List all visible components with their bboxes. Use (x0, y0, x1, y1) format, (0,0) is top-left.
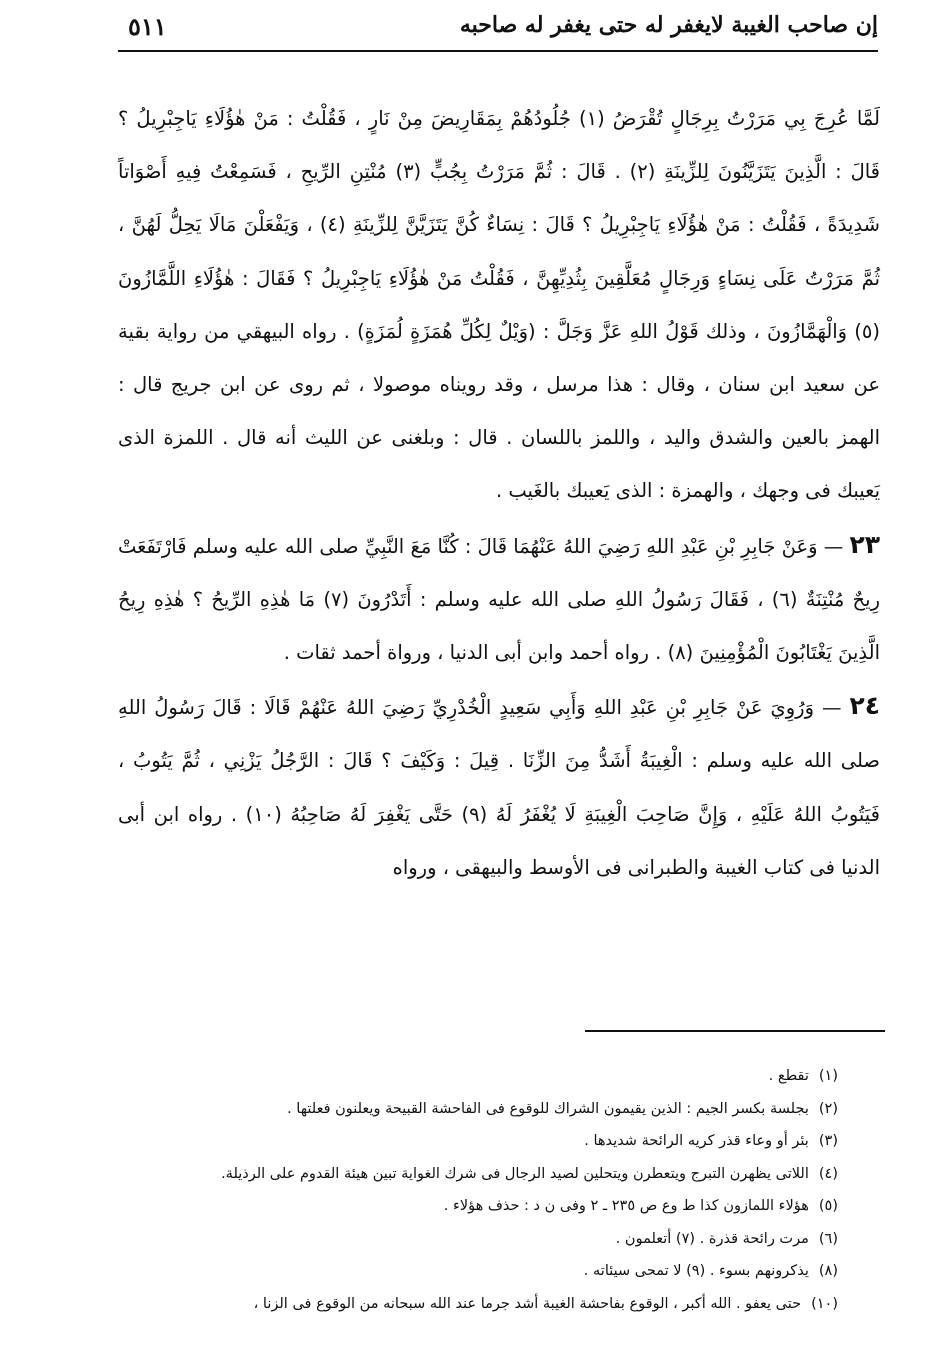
paragraph-hadith-22-continued: لَمَّا عُرِجَ بِي مَرَرْتُ بِرِجَالٍ تُقْرَضُ (١) جُلُودُهُمْ بِمَقَارِيضَ مِنْ نَارٍ ، فَقُلْتُ : مَنْ هٰؤُلَاءِ يَاجِبْرِيلُ ؟ قَالَ : الَّذِينَ يَتَزَيَّنُونَ لِلزِّينَةِ (٢) . قَالَ : ثُمَّ مَرَرْتُ بِجُبٍّ (٣) مُنْتِنِ الرِّيحِ ، فَسَمِعْتُ فِيهِ أَصْوَاتاً شَدِيدَةً ، فَقُلْتُ : مَنْ هٰؤُلَاءِ يَاجِبْرِيلُ ؟ قَالَ : نِسَاءٌ كُنَّ يَتَزَيَّنَّ لِلزِّينَةِ (٤) ، وَيَفْعَلْنَ مَالَا يَحِلُّ لَهُنَّ ، ثُمَّ مَرَرْتُ عَلَى نِسَاءٍ وَرِجَالٍ مُعَلَّقِينَ بِثُدِيِّهِنَّ ، فَقُلْتُ مَنْ هٰؤُلَاءِ يَاجِبْرِيلُ ؟ فَقَالَ : هٰؤُلَاءِ اللَّمَّازُونَ (٥) وَالْهَمَّازُونَ ، وذلك قَوْلُ اللهِ عَزَّ وَجَلَّ : (وَيْلٌ لِكُلِّ هُمَزَةٍ لُمَزَةٍ) . رواه البيهقي من رواية بقية عن سعيد ابن سنان ، وقال : هذا مرسل ، وقد رويناه موصولا ، ثم روى عن ابن جريج قال : الهمز بالعين والشدق واليد ، واللمز باللسان . قال : وبلغنى عن الليث أنه قال . اللمزة الذى يَعيبك فى وجهك ، والهمزة : الذى يَعيبك بالغَيب . (118, 107, 881, 503)
hadith-number-24: ٢٤ (849, 691, 880, 721)
footnote-text: يذكرونهم بسوء . (٩) لا تمحى سيئاته . (583, 1263, 809, 1279)
footnote-number: (٢) (818, 1100, 838, 1117)
footnote-text: بئر أو وعاء قذر كريه الرائحة شديدها . (584, 1133, 809, 1149)
footnote-number: (٥) (818, 1198, 838, 1214)
running-title: إن صاحب الغيبة لايغفر له حتى يغفر له صاحبه (459, 12, 878, 38)
footnote-number: (٤) (818, 1165, 838, 1182)
footnote (118, 1125, 838, 1158)
page-header (118, 10, 878, 52)
footnote (118, 1255, 838, 1288)
footnote-text: مرت رائحة قذرة . (٧) أتعلمون . (615, 1230, 809, 1247)
main-text (118, 92, 880, 894)
footnote-number: (٣) (818, 1133, 838, 1149)
page-number: ٥١١ (128, 12, 167, 41)
footnote-number: (٦) (818, 1230, 838, 1247)
footnote-text: تقطع . (768, 1068, 809, 1084)
footnote (118, 1093, 838, 1126)
footnote-number: (١٠) (811, 1295, 838, 1312)
footnote-number: (٨) (818, 1263, 838, 1279)
footnote-separator (585, 1030, 885, 1032)
hadith-number-23: ٢٣ (849, 529, 880, 559)
paragraph-hadith-24 (118, 679, 880, 894)
footnote (118, 1288, 838, 1321)
footnote (118, 1223, 838, 1256)
footnote-text: اللاتى يظهرن التبرج ويتعطرن ويتحلين لصيد الرجال فى شرك الغواية تبين هيئة القدوم على الرذيلة. (221, 1165, 809, 1182)
footnote-text: هؤلاء اللمازون كذا ط وع ص ٢٣٥ ـ ٢ وفى ن د : حذف هؤلاء . (443, 1198, 809, 1214)
footnote (118, 1060, 838, 1093)
footnotes (118, 1060, 838, 1320)
hadith-24-text: — وَرُوِيَ عَنْ جَابِرِ بْنِ عَبْدِ اللهِ وَأَبِي سَعِيدٍ الْخُدْرِيِّ رَضِيَ اللهُ عَنْهُمْ قَالَا : قَالَ رَسُولُ اللهِ صلى الله عليه وسلم : الْغِيبَةُ أَشَدُّ مِنَ الزِّنَا . قِيلَ : وَكَيْفَ ؟ قَالَ : الرَّجُلُ يَزْنِي ، ثُمَّ يَتُوبُ ، فَيَتُوبُ اللهُ عَلَيْهِ ، وَإِنَّ صَاحِبَ الْغِيبَةِ لَا يُغْفَرُ لَهُ (٩) حَتَّى يَغْفِرَ لَهُ صَاحِبُهُ (١٠) . رواه ابن أبى الدنيا فى كتاب الغيبة والطبرانى فى الأوسط والبيهقى ، ورواه (118, 696, 880, 879)
footnote (118, 1190, 838, 1223)
footnote-number: (١) (818, 1068, 838, 1084)
hadith-23-text: — وَعَنْ جَابِرِ بْنِ عَبْدِ اللهِ رَضِيَ اللهُ عَنْهُمَا قَالَ : كُنَّا مَعَ النَّبِيِّ صلى الله عليه وسلم فَارْتَفَعَتْ رِيحٌ مُنْتِنَةٌ (٦) ، فَقَالَ رَسُولُ اللهِ صلى الله عليه وسلم : أَتَدْرُونَ (٧) مَا هٰذِهِ الرِّيحُ ؟ هٰذِهِ رِيحُ الَّذِينَ يَغْتَابُونَ الْمُؤْمِنِينَ (٨) . رواه أحمد وابن أبى الدنيا ، ورواة أحمد ثقات . (118, 534, 880, 665)
footnote-text: حتى يعفو . الله أكبر ، الوقوع بفاحشة الغيبة أشد جرما عند الله سبحانه من الوقوع فى الزنا ، (253, 1295, 802, 1312)
footnote (118, 1158, 838, 1191)
paragraph-hadith-23 (118, 518, 880, 680)
footnote-text: بجلسة بكسر الجيم : الذين يقيمون الشراك للوقوع فى الفاحشة القبيحة ويعلنون فعلتها . (287, 1100, 809, 1117)
